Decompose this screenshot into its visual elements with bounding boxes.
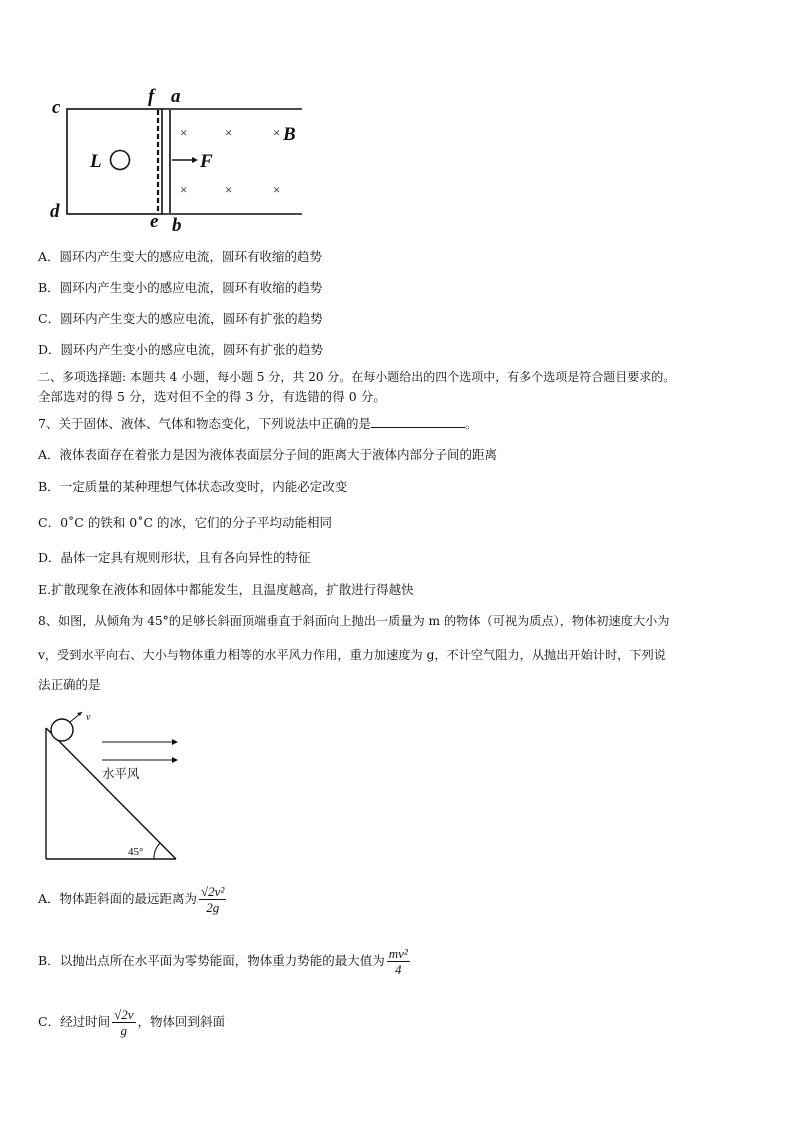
- label-e: e: [150, 211, 159, 232]
- q7-option-a: A．液体表面存在着张力是因为液体表面层分子间的距离大于液体内部分子间的距离: [38, 447, 498, 462]
- wind-label: 水平风: [102, 766, 140, 781]
- circuit-frame: [67, 109, 162, 214]
- q8-option-a: A．物体距斜面的最远距离为 $\frac{\text{√2v²}}{2g}$: [38, 884, 225, 915]
- label-L: L: [90, 151, 102, 172]
- incline-figure: [40, 708, 190, 864]
- q6-option-c: C．圆环内产生变大的感应电流，圆环有扩张的趋势: [38, 311, 323, 326]
- ring-L: [111, 151, 130, 170]
- section-heading-line2: 全部选对的得 5 分，选对但不全的得 3 分，有选错的得 0 分。: [38, 389, 386, 404]
- angle-arc: [154, 843, 160, 859]
- q6-option-a: A．圆环内产生变大的感应电流，圆环有收缩的趋势: [38, 249, 323, 264]
- fraction: $\frac{\text{√2v²}}{2g}$: [201, 884, 225, 915]
- q8-stem-line3: 法正确的是: [38, 677, 101, 692]
- section-heading-line1: 二、多项选择题: 本题共 4 小题，每小题 5 分，共 20 分。在每小题给出的四个选项中，有多个选项是符合题目要求的。: [38, 370, 676, 384]
- label-c: c: [52, 97, 61, 118]
- fraction: $\frac{√2v}{g}$: [114, 1007, 134, 1038]
- q8-stem-line2: v，受到水平向右、大小与物体重力相等的水平风力作用，重力加速度为 g，不计空气阻力，从抛出开始计时，下列说: [38, 648, 666, 662]
- q7-option-c: C．0˚C 的铁和 0˚C 的冰，它们的分子平均动能相同: [38, 515, 333, 530]
- ball-object: [51, 719, 73, 741]
- wind-arrowhead: [172, 757, 178, 763]
- b-field-cross: ×: [273, 125, 281, 140]
- q8-stem-line1: 8、如图，从倾角为 45°的足够长斜面顶端垂直于斜面向上抛出一质量为 m 的物体（可视为质点），物体初速度大小为: [38, 614, 670, 628]
- b-field-cross: ×: [225, 125, 233, 140]
- wind-arrowhead: [172, 739, 178, 745]
- incline-slope: [46, 728, 176, 859]
- velocity-label: v: [86, 712, 91, 723]
- label-B: B: [283, 124, 296, 145]
- q7-option-b: B．一定质量的某种理想气体状态改变时，内能必定改变: [38, 479, 348, 494]
- label-F: F: [200, 151, 213, 172]
- q8-option-c: C．经过时间 $\frac{√2v}{g}$ ，物体回到斜面: [38, 1007, 226, 1038]
- b-field-cross: ×: [273, 182, 281, 197]
- q8-option-b: B．以抛出点所在水平面为零势能面，物体重力势能的最大值为 $\frac{\text{mv²}}{4}$: [38, 946, 408, 977]
- label-a: a: [171, 86, 181, 107]
- q7-option-e: E.扩散现象在液体和固体中都能发生，且温度越高，扩散进行得越快: [38, 582, 414, 597]
- b-field-cross: ×: [180, 182, 188, 197]
- label-d: d: [50, 201, 60, 222]
- q7-stem: 7、关于固体、液体、气体和物态变化，下列说法中正确的是 。: [38, 416, 478, 431]
- b-field-cross: ×: [180, 125, 188, 140]
- fraction: $\frac{\text{mv²}}{4}$: [388, 946, 408, 977]
- angle-label: 45°: [128, 846, 144, 858]
- q6-option-b: B．圆环内产生变小的感应电流，圆环有收缩的趋势: [38, 280, 323, 295]
- q7-option-d: D．晶体一定具有规则形状，且有各向异性的特征: [38, 550, 311, 565]
- b-field-cross: ×: [225, 182, 233, 197]
- label-b: b: [172, 215, 182, 234]
- answer-blank: [371, 415, 465, 428]
- circuit-figure: [40, 84, 310, 234]
- q6-option-d: D．圆环内产生变小的感应电流，圆环有扩张的趋势: [38, 342, 324, 357]
- force-arrow-head: [192, 157, 198, 163]
- label-f: f: [148, 86, 155, 107]
